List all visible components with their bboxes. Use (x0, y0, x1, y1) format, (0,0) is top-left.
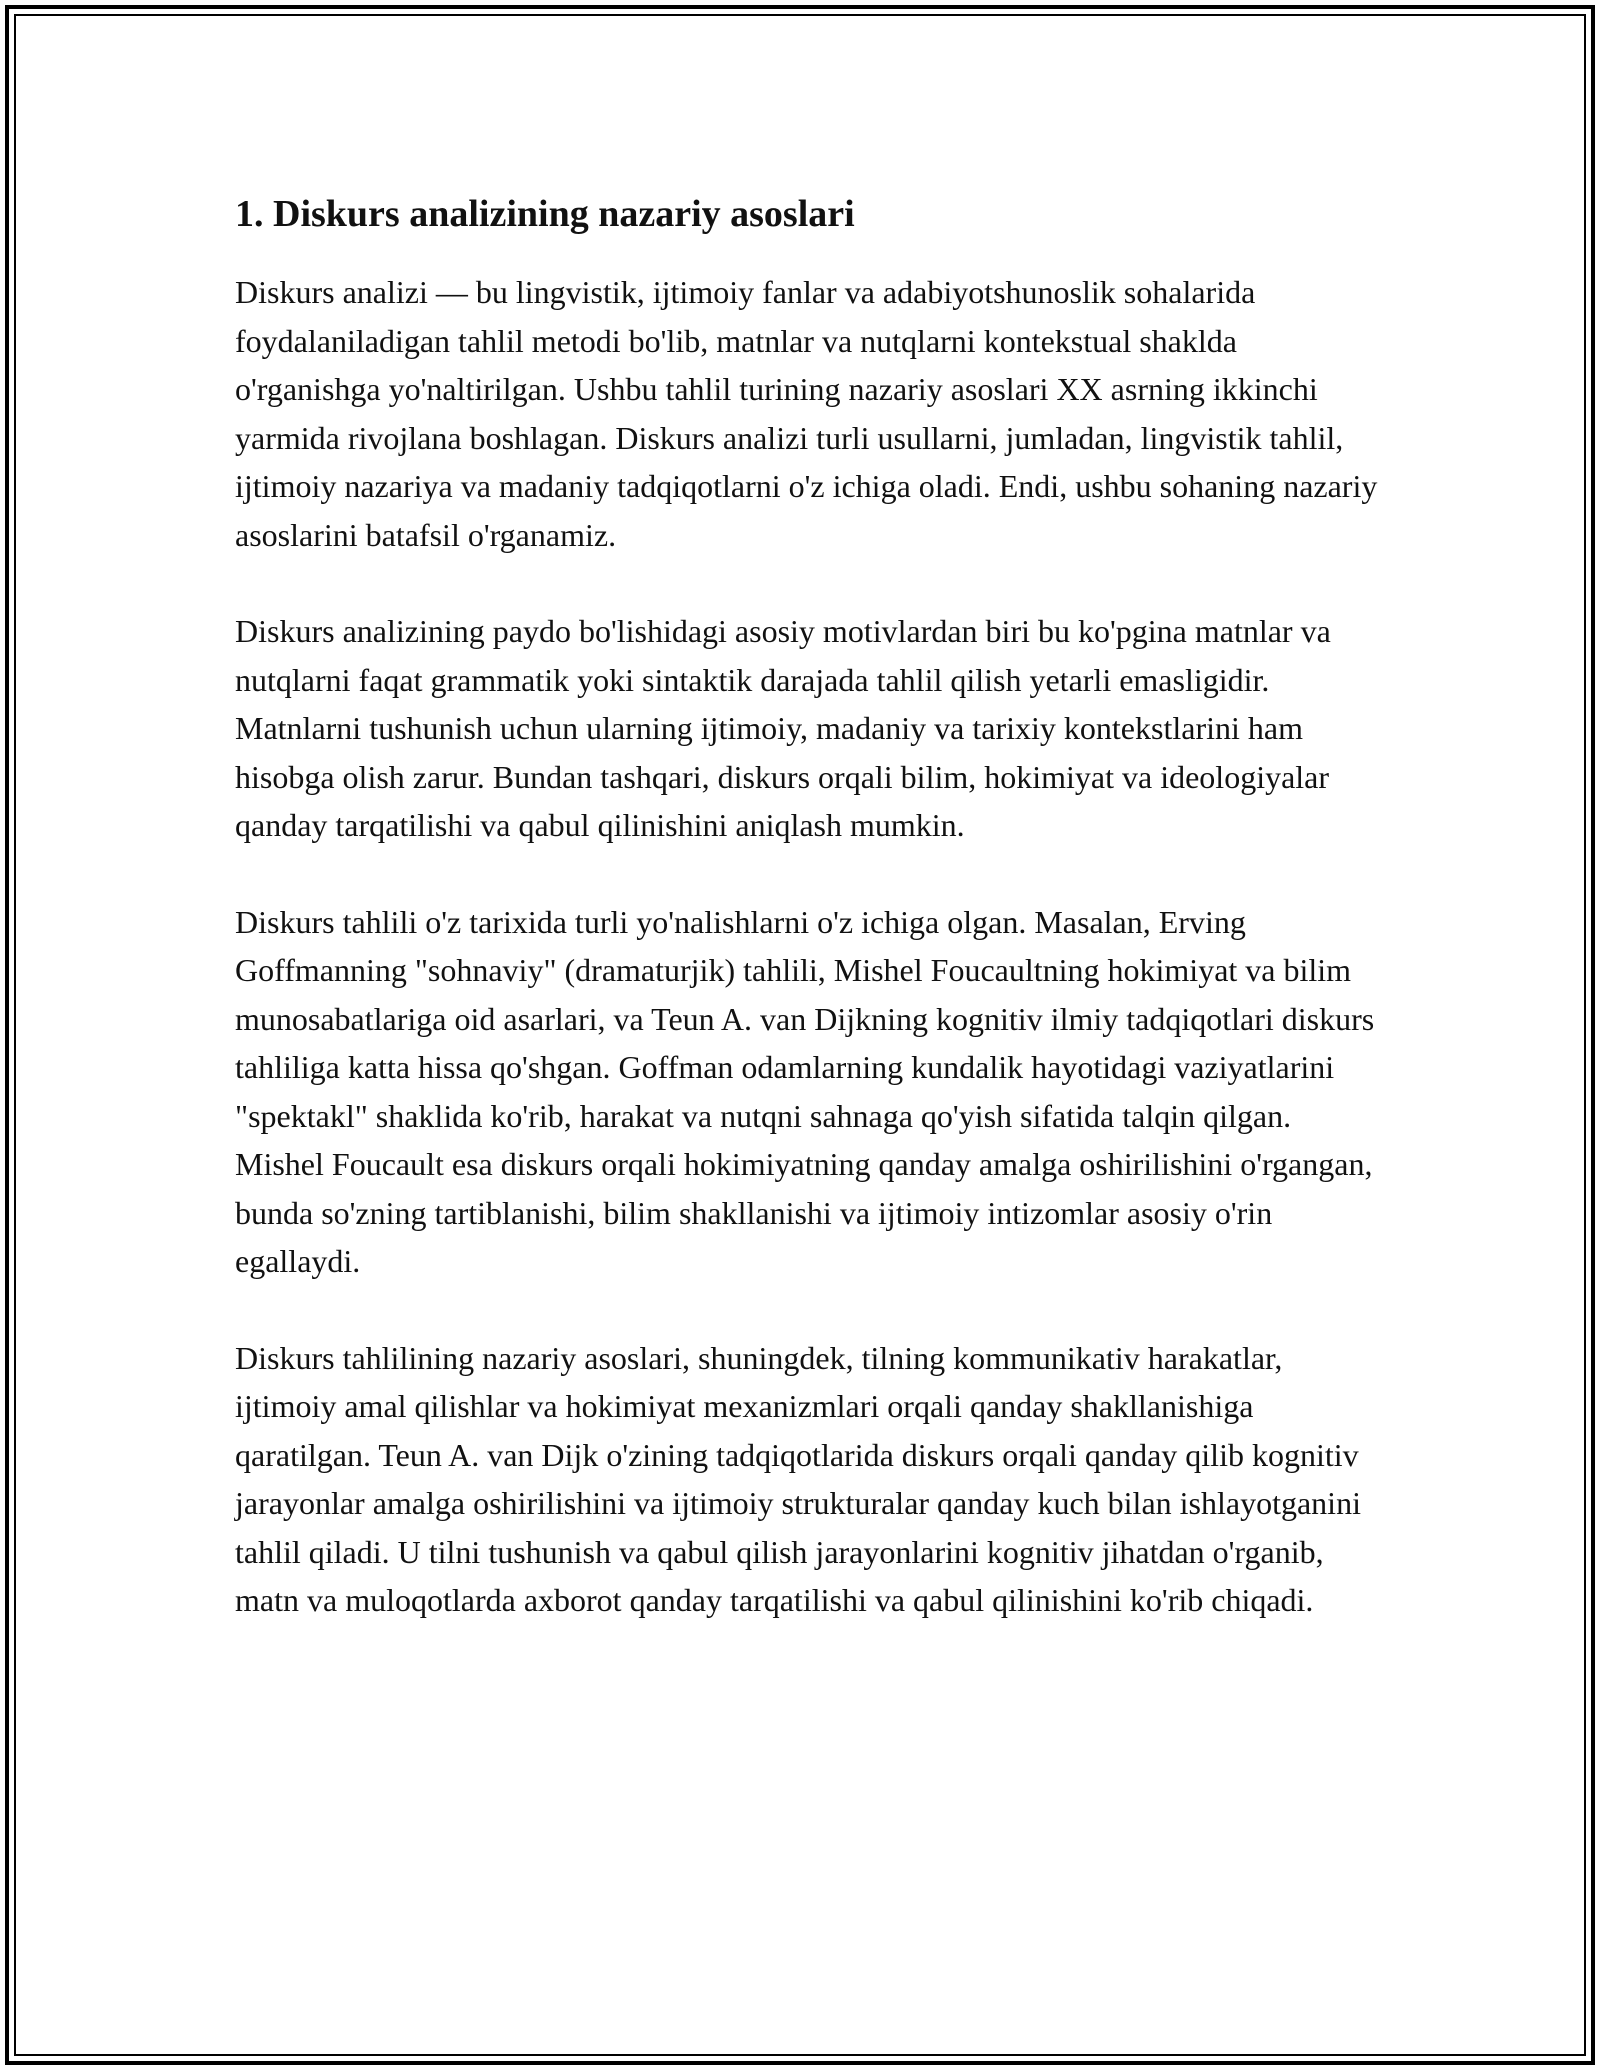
paragraph-1: Diskurs analizi — bu lingvistik, ijtimoiy fanlar va adabiyotshunoslik sohalarida foydalaniladigan tahlil metodi bo'lib, matnlar va nutqlarni kontekstual shaklda o'rganishga yo'naltirilgan. Ushbu tahlil turining nazariy asoslari XX asrning ikkinchi yarmida rivojlana boshlagan. Diskurs analizi turli usullarni, jumladan, lingvistik tahlil, ijtimoiy nazariya va madaniy tadqiqotlarni o'z ichiga oladi. Endi, ushbu sohaning nazariy asoslarini batafsil o'rganamiz. (235, 274, 1378, 553)
paragraph-4: Diskurs tahlilining nazariy asoslari, shuningdek, tilning kommunikativ harakatlar, ijtimoiy amal qilishlar va hokimiyat mexanizmlari orqali qanday shakllanishiga qaratilgan. Teun A. van Dijk o'zining tadqiqotlarida diskurs orqali qanday qilib kognitiv jarayonlar amalga oshirilishini va ijtimoiy strukturalar qanday kuch bilan ishlayotganini tahlil qiladi. U tilni tushunish va qabul qilish jarayonlarini kognitiv jihatdan o'rganib, matn va muloqotlarda axborot qanday tarqatilishi va qabul qilinishini ko'rib chiqadi. (235, 1339, 1361, 1618)
paragraph-2: Diskurs analizining paydo bo'lishidagi asosiy motivlardan biri bu ko'pgina matnlar va nutqlarni faqat grammatik yoki sintaktik darajada tahlil qilish yetarli emasligidir. Matnlarni tushunish uchun ularning ijtimoiy, madaniy va tarixiy kontekstlarini ham hisobga olish zarur. Bundan tashqari, diskurs orqali bilim, hokimiyat va ideologiyalar qanday tarqatilishi va qabul qilinishini aniqlash mumkin. (235, 613, 1331, 843)
section-heading: 1. Diskurs analizining nazariy asoslari (235, 193, 855, 235)
document-body (235, 182, 1385, 1673)
paragraph-3: Diskurs tahlili o'z tarixida turli yo'nalishlarni o'z ichiga olgan. Masalan, Erving Goffmanning "sohnaviy" (dramaturjik) tahlili, Mishel Foucaultning hokimiyat va bilim munosabatlariga oid asarlari, va Teun A. van Dijkning kognitiv ilmiy tadqiqotlari diskurs tahliliga katta hissa qo'shgan. Goffman odamlarning kundalik hayotidagi vaziyatlarini "spektakl" shaklida ko'rib, harakat va nutqni sahnaga qo'yish sifatida talqin qilgan. Mishel Foucault esa diskurs orqali hokimiyatning qanday amalga oshirilishini o'rgangan, bunda so'zning tartiblanishi, bilim shakllanishi va ijtimoiy intizomlar asosiy o'rin egallaydi. (235, 903, 1375, 1279)
